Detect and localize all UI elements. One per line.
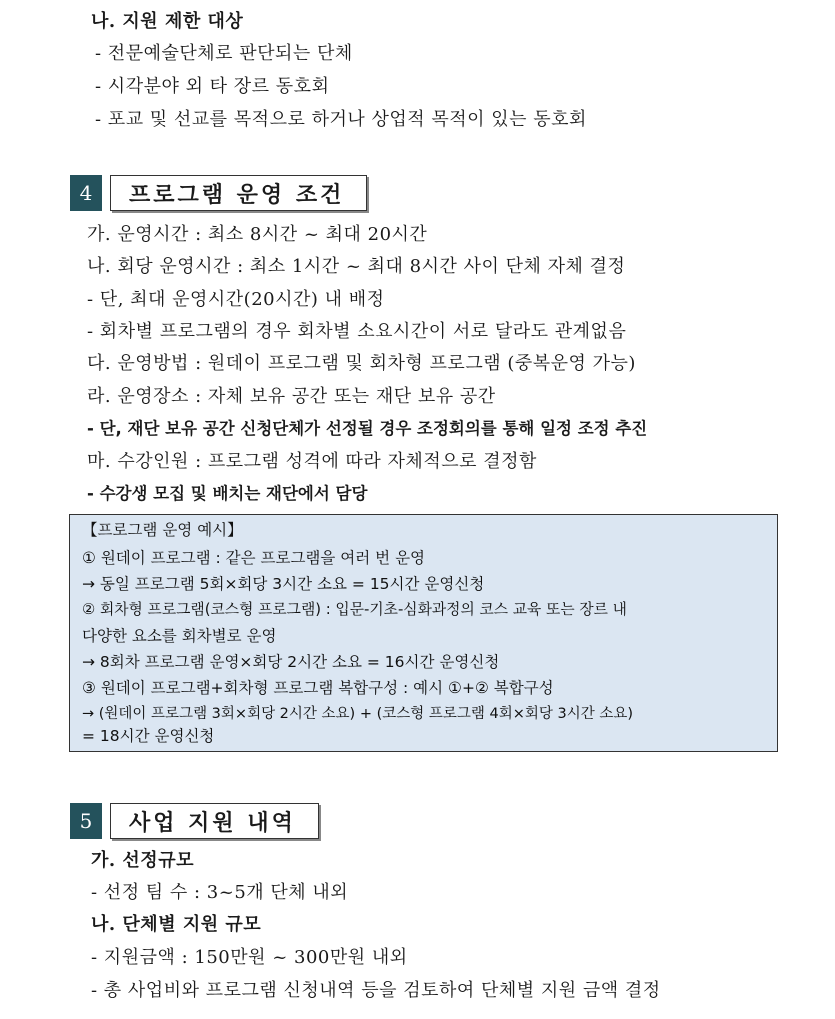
section-4-number: 4	[70, 175, 102, 211]
section-5-number: 5	[70, 803, 102, 839]
section-4-line: 다. 운영방법 : 원데이 프로그램 및 회차형 프로그램 (중복운영 가능)	[87, 353, 636, 374]
section-4-line: 마. 수강인원 : 프로그램 성격에 따라 자체적으로 결정함	[87, 451, 537, 472]
section-4-line: - 단, 재단 보유 공간 신청단체가 선정될 경우 조정회의를 통해 일정 조정 추진	[87, 419, 648, 438]
example-line: ① 원데이 프로그램 : 같은 프로그램을 여러 번 운영	[82, 549, 426, 567]
program-example-box	[69, 514, 778, 752]
restriction-item: - 시각분야 외 타 장르 동호회	[95, 76, 330, 97]
example-line: 다양한 요소를 회차별로 운영	[82, 627, 277, 645]
example-line: ② 회차형 프로그램(코스형 프로그램) : 입문-기초-심화과정의 코스 교육 또는 장르 내	[82, 601, 627, 618]
example-line: ③ 원데이 프로그램+회차형 프로그램 복합구성 : 예시 ①+② 복합구성	[82, 679, 554, 697]
section-5-line: 가. 선정규모	[91, 850, 194, 871]
section-4-line: 나. 회당 운영시간 : 최소 1시간 ~ 최대 8시간 사이 단체 자체 결정	[87, 256, 626, 277]
example-line: → 8회차 프로그램 운영×회당 2시간 소요 = 16시간 운영신청	[82, 653, 500, 671]
example-title: 【프로그램 운영 예시】	[82, 521, 243, 539]
section-5-line: - 총 사업비와 프로그램 신청내역 등을 검토하여 단체별 지원 금액 결정	[91, 980, 661, 1001]
section-4-line: - 회차별 프로그램의 경우 회차별 소요시간이 서로 달라도 관계없음	[87, 321, 627, 342]
restriction-heading: 나. 지원 제한 대상	[91, 11, 244, 32]
section-4-line: 라. 운영장소 : 자체 보유 공간 또는 재단 보유 공간	[87, 386, 496, 407]
section-4-line: 가. 운영시간 : 최소 8시간 ~ 최대 20시간	[87, 224, 428, 245]
example-line: = 18시간 운영신청	[82, 727, 215, 745]
section-5-line: - 선정 팀 수 : 3~5개 단체 내외	[91, 882, 349, 903]
section-5-header	[70, 803, 319, 839]
section-5-line: - 지원금액 : 150만원 ~ 300만원 내외	[91, 947, 408, 968]
section-4-title: 프로그램 운영 조건	[110, 175, 367, 211]
section-4-line: - 수강생 모집 및 배치는 재단에서 담당	[87, 484, 368, 503]
example-line: → 동일 프로그램 5회×회당 3시간 소요 = 15시간 운영신청	[82, 575, 485, 593]
section-5-line: 나. 단체별 지원 규모	[91, 914, 262, 935]
restriction-item: - 전문예술단체로 판단되는 단체	[95, 43, 353, 64]
section-4-header	[70, 175, 367, 211]
restriction-item: - 포교 및 선교를 목적으로 하거나 상업적 목적이 있는 동호회	[95, 109, 587, 130]
section-4-line: - 단, 최대 운영시간(20시간) 내 배정	[87, 289, 385, 310]
example-line: → (원데이 프로그램 3회×회당 2시간 소요) + (코스형 프로그램 4회×회당 3시간 소요)	[82, 706, 634, 722]
section-5-title: 사업 지원 내역	[110, 803, 319, 839]
